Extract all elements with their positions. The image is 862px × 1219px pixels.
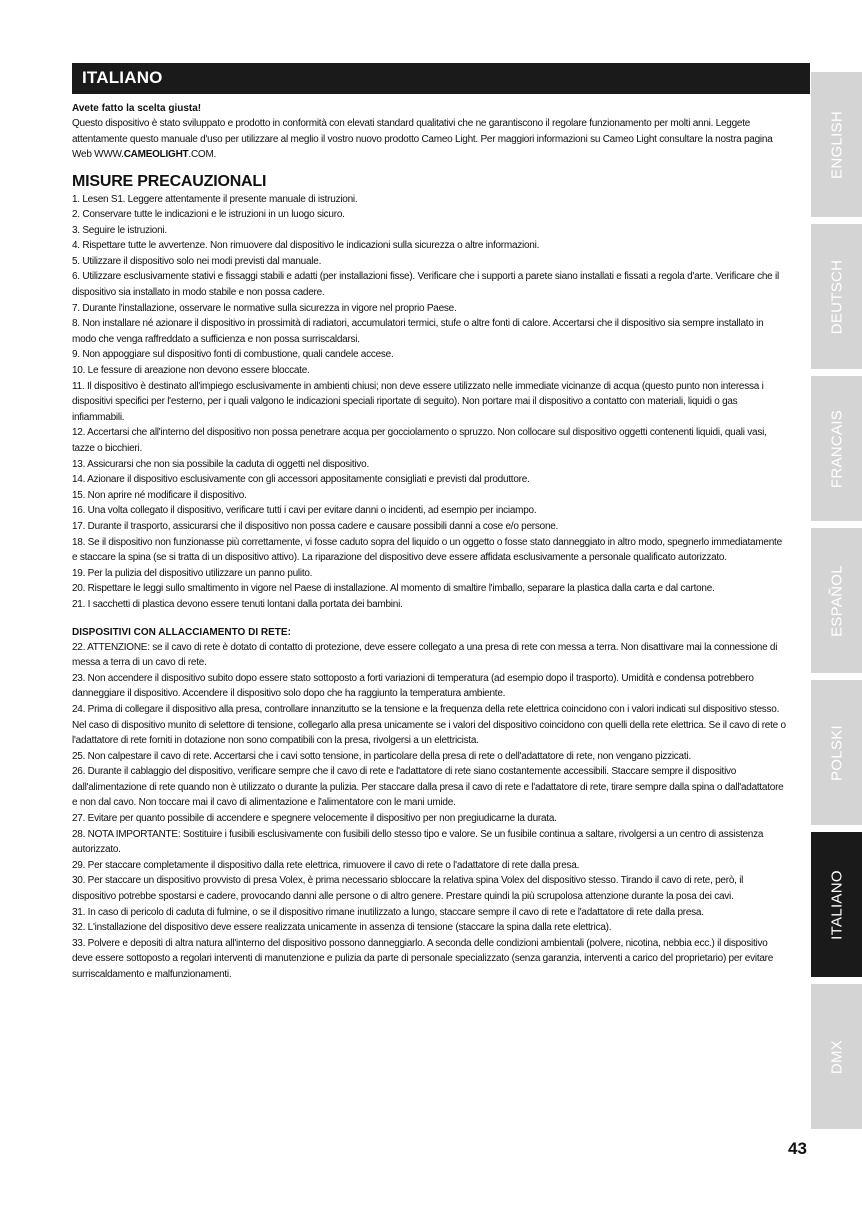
list-item: 9. Non appoggiare sul dispositivo fonti di combustione, quali candele accese. — [72, 349, 394, 361]
page-content — [72, 102, 788, 983]
intro-text-before-brand: Questo dispositivo è stato sviluppato e prodotto in conformità con elevati standard qualitativi che ne garantiscono il regolare funzionamento per molti anni. Leggete attentamente questo manuale d'uso per utilizzare al meglio il vostro nuovo prodotto Cameo Light. Per maggiori informazioni su Cameo Light consultare la nostra pagina Web WWW. — [72, 118, 773, 160]
list-item: 26. Durante il cablaggio del dispositivo, verificare sempre che il cavo di rete e l'adattatore di rete siano costantemente accessibili. Staccare sempre il dispositivo dall'alimentazione di rete quando non è utilizzato o durante la pulizia. Per staccare dalla presa il cavo di rete e l'adattatore di rete, tirare sempre dalla spina o dall'adattatore e non dal cavo. Non toccare mai il cavo di alimentazione e l'alimentatore con le mani umide. — [72, 766, 784, 809]
list-item: 27. Evitare per quanto possibile di accendere e spegnere velocemente il dispositivo per non pregiudicarne la durata. — [72, 813, 557, 825]
list-item: 21. I sacchetti di plastica devono essere tenuti lontani dalla portata dei bambini. — [72, 598, 403, 610]
subsection-title: DISPOSITIVI CON ALLACCIAMENTO DI RETE: — [72, 626, 291, 638]
list-item: 16. Una volta collegato il dispositivo, verificare tutti i cavi per evitare danni o incidenti, ad esempio per inciampo. — [72, 505, 537, 517]
intro-paragraph — [72, 116, 788, 163]
list-item: 24. Prima di collegare il dispositivo alla presa, controllare innanzitutto se la tensione e la frequenza della rete elettrica coincidono con i valori indicati sul dispositivo stesso. Nel caso di dispositivo munito di selettore di tensione, collegarlo alla presa unicamente se i valori del dispositivo coincidono con quelli della rete elettrica. Se il cavo di rete o l'adattatore di rete forniti in dotazione non sono compatibili con la presa, rivolgersi a un elettricista. — [72, 703, 786, 747]
tab-dmx[interactable] — [811, 984, 862, 1129]
list-item: 29. Per staccare completamente il dispositivo dalla rete elettrica, rimuovere il cavo di rete o l'adattatore di rete dalla presa. — [72, 859, 580, 871]
list-item: 28. NOTA IMPORTANTE: Sostituire i fusibili esclusivamente con fusibili dello stesso tipo e valore. Se un fusibile continua a saltare, rivolgersi a un centro di assistenza autorizzato. — [72, 828, 764, 856]
tab-italiano[interactable] — [811, 832, 862, 977]
intro-heading: Avete fatto la scelta giusta! — [72, 103, 202, 114]
list-item: 11. Il dispositivo è destinato all'impiego esclusivamente in ambienti chiusi; non deve essere utilizzato nelle immediate vicinanze di acqua (questo punto non interessa i dispositivi specifici per l'esterno, per i quali valgono le indicazioni speciali riportate di seguito). Non portare mai il dispositivo a contatto con materiali, liquidi o gas infiammabili. — [72, 380, 764, 423]
list-item: 31. In caso di pericolo di caduta di fulmine, o se il dispositivo rimane inutilizzato a lungo, staccare sempre il cavo di rete e l'adattatore di rete dalla presa. — [72, 906, 704, 918]
tab-label: POLSKI — [828, 724, 845, 781]
tab-label: FRANCAIS — [828, 409, 845, 488]
list-item: 8. Non installare né azionare il dispositivo in prossimità di radiatori, accumulatori termici, stufe o altre fonti di calore. Accertarsi che il dispositivo sia sempre installato in modo che venga raffreddato a sufficienza e non possa surriscaldarsi. — [72, 318, 764, 345]
tab-label: DMX — [828, 1039, 845, 1074]
list-item: 14. Azionare il dispositivo esclusivamente con gli accessori appositamente consigliati e previsti dal produttore. — [72, 474, 530, 486]
section-header-bar — [72, 63, 810, 94]
list-item: 2. Conservare tutte le indicazioni e le istruzioni in un luogo sicuro. — [72, 209, 345, 221]
precautions-list — [72, 192, 788, 613]
mains-devices-list — [72, 640, 788, 983]
list-item: 13. Assicurarsi che non sia possibile la caduta di oggetti nel dispositivo. — [72, 458, 369, 470]
list-item: 10. Le fessure di areazione non devono essere bloccate. — [72, 365, 310, 377]
list-item: 5. Utilizzare il dispositivo solo nei modi previsti dal manuale. — [72, 255, 322, 267]
list-item: 22. ATTENZIONE: se il cavo di rete è dotato di contatto di protezione, deve essere collegato a una presa di rete con messa a terra. Non disattivare mai la connessione di messa a terra di un cavo di rete. — [72, 641, 778, 669]
page-number: 43 — [788, 1139, 807, 1158]
list-item: 7. Durante l'installazione, osservare le normative sulla sicurezza in vigore nel proprio Paese. — [72, 302, 457, 314]
list-item: 19. Per la pulizia del dispositivo utilizzare un panno pulito. — [72, 567, 313, 579]
section-title: MISURE PRECAUZIONALI — [72, 172, 267, 190]
tab-label: ESPAÑOL — [828, 564, 845, 637]
tab-english[interactable] — [811, 72, 862, 217]
list-item: 30. Per staccare un dispositivo provvisto di presa Volex, è prima necessario sbloccare la relativa spina Volex del dispositivo stesso. Tirando il cavo di rete, però, il dispositivo potrebbe spostarsi e cadere, provocando danni alle persone o di altro genere. Prestare quindi la più scrupolosa attenzione durante la posa dei cavi. — [72, 875, 744, 903]
list-item: 6. Utilizzare esclusivamente stativi e fissaggi stabili e adatti (per installazioni fisse). Verificare che i supporti a parete siano installati e fissati a regola d'arte. Verificare che il dispositivo sia installato in modo stabile e non possa cadere. — [72, 271, 779, 299]
list-item: 18. Se il dispositivo non funzionasse più correttamente, vi fosse caduto sopra del liquido o un oggetto o fosse stato danneggiato in altro modo, spegnerlo immediatamente e staccare la spina (se si tratta di un dispositivo attivo). La riparazione del dispositivo deve essere affidata esclusivamente a personale qualificato autorizzato. — [72, 536, 782, 564]
list-item: 3. Seguire le istruzioni. — [72, 224, 167, 236]
list-item: 25. Non calpestare il cavo di rete. Accertarsi che i cavi sotto tensione, in particolare della presa di rete o dell'adattatore di rete, non vengano pizzicati. — [72, 750, 691, 762]
list-item: 1. Lesen S1. Leggere attentamente il presente manuale di istruzioni. — [72, 193, 358, 205]
tab-label: ENGLISH — [828, 110, 845, 179]
list-item: 15. Non aprire né modificare il dispositivo. — [72, 489, 247, 501]
list-item: 33. Polvere e depositi di altra natura all'interno del dispositivo possono danneggiarlo. A seconda delle condizioni ambientali (polvere, nicotina, nebbia ecc.) il dispositivo deve essere sottoposto a regolari interventi di manutenzione e pulizia da parte di personale specializzato (senza garanzia, interventi a carico del proprietario) per evitare surriscaldamento e malfunzionamenti. — [72, 937, 774, 980]
intro-text-after-brand: .COM. — [188, 149, 217, 160]
list-item: 17. Durante il trasporto, assicurarsi che il dispositivo non possa cadere e causare possibili danni a cose e/o persone. — [72, 520, 559, 532]
tab-label: DEUTSCH — [828, 259, 845, 334]
tab-polski[interactable] — [811, 680, 862, 825]
tab-espaol[interactable] — [811, 528, 862, 673]
tab-francais[interactable] — [811, 376, 862, 521]
brand-name: CAMEOLIGHT — [123, 149, 189, 160]
list-item: 23. Non accendere il dispositivo subito dopo essere stato sottoposto a forti variazioni di temperatura (ad esempio dopo il trasporto). Umidità e condensa potrebbero danneggiare il dispositivo. Accendere il dispositivo solo dopo che ha raggiunto la temperatura ambiente. — [72, 672, 754, 700]
list-item: 12. Accertarsi che all'interno del dispositivo non possa penetrare acqua per gocciolamento o spruzzo. Non collocare sul dispositivo oggetti contenenti liquidi, quali vasi, tazze o bicchieri. — [72, 427, 767, 454]
header-title: ITALIANO — [82, 68, 163, 87]
tab-label: ITALIANO — [828, 869, 845, 940]
list-item: 32. L'installazione del dispositivo deve essere realizzata unicamente in assenza di tensione (staccare la spina dalla rete elettrica). — [72, 922, 612, 934]
tab-deutsch[interactable] — [811, 224, 862, 369]
list-item: 4. Rispettare tutte le avvertenze. Non rimuovere dal dispositivo le indicazioni sulla sicurezza o altre informazioni. — [72, 240, 540, 252]
list-item: 20. Rispettare le leggi sullo smaltimento in vigore nel Paese di installazione. Al momento di smaltire l'imballo, separare la plastica dalla carta e dal cartone. — [72, 583, 715, 595]
